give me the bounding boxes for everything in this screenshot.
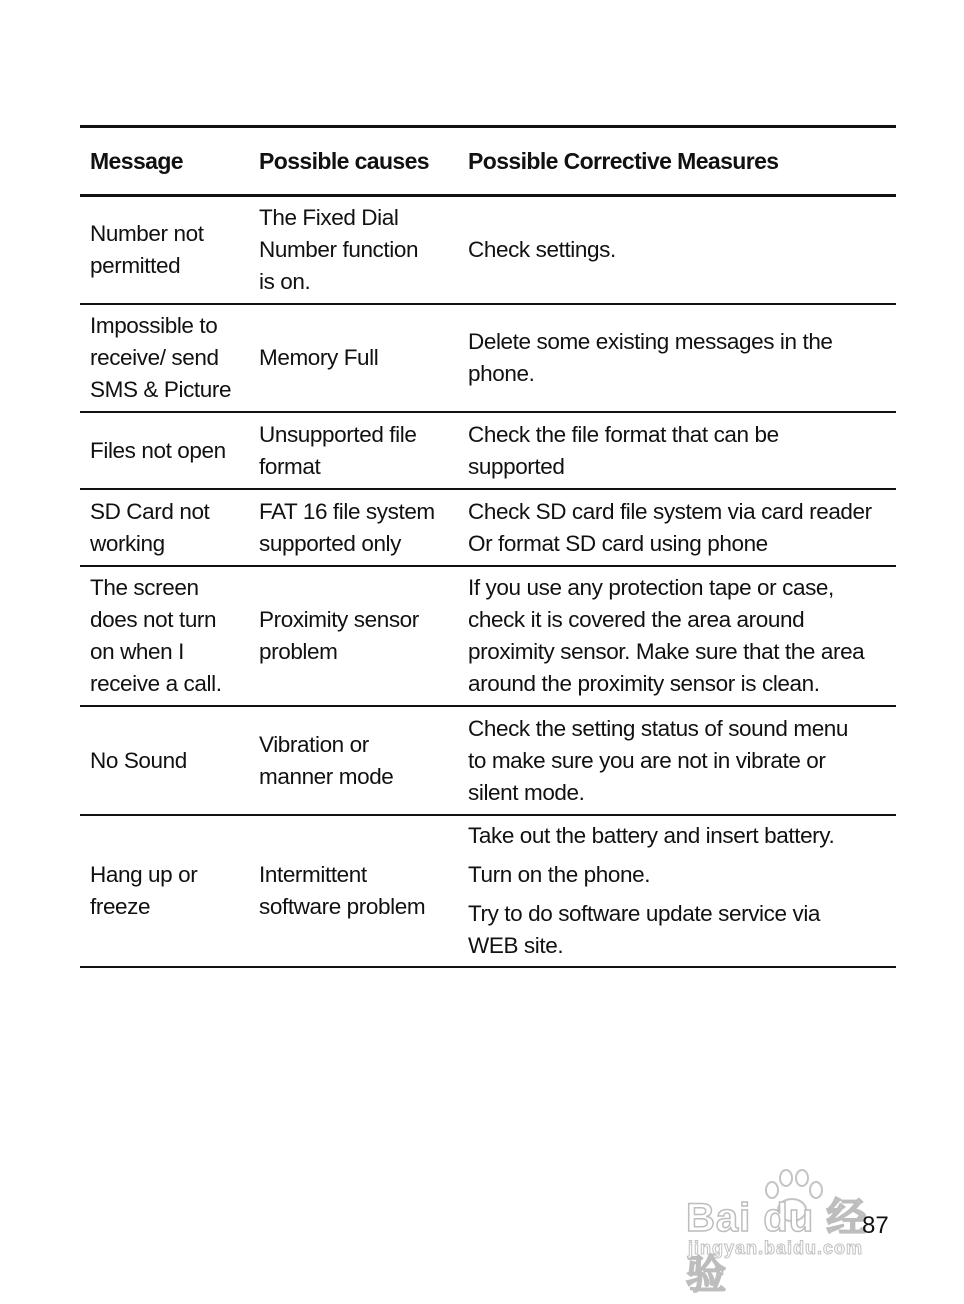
message-line: receive/ send xyxy=(90,345,219,370)
message-cell xyxy=(80,413,249,488)
message-cell xyxy=(80,816,249,966)
cause-cell xyxy=(249,816,458,966)
measure-line: silent mode. xyxy=(468,779,585,805)
cause-line: manner mode xyxy=(259,763,394,789)
cause-line: Intermittent xyxy=(259,862,367,887)
cause-line: Unsupported file xyxy=(259,421,417,447)
message-line: The screen xyxy=(90,575,199,600)
cause-cell xyxy=(249,413,458,488)
measure-cell xyxy=(458,816,896,966)
message-cell xyxy=(80,707,249,814)
cause-line: supported only xyxy=(259,530,402,556)
cause-line: FAT 16 file system xyxy=(259,498,435,524)
cause-cell xyxy=(249,707,458,814)
measure-line: Check the file format that can be xyxy=(468,421,779,447)
message-cell xyxy=(80,567,249,705)
table-header-row xyxy=(80,128,896,197)
cause-cell xyxy=(249,567,458,705)
header-possible-causes: Possible causes xyxy=(259,148,429,174)
cause-cell xyxy=(249,490,458,565)
measure-cell xyxy=(458,490,896,565)
measure-line: Turn on the phone. xyxy=(468,862,651,887)
cause-line: The Fixed Dial xyxy=(259,205,399,230)
message-line: Hang up or xyxy=(90,862,198,887)
message-cell xyxy=(80,305,249,411)
cause-line: Proximity sensor xyxy=(259,607,419,632)
measure-cell xyxy=(458,707,896,814)
measure-cell xyxy=(458,413,896,488)
page-number: 87 xyxy=(862,1212,889,1239)
measure-line: Take out the battery and insert battery. xyxy=(468,823,835,848)
message-line: receive a call. xyxy=(90,671,222,696)
cause-cell xyxy=(249,197,458,303)
message-line: SD Card not xyxy=(90,498,210,524)
message-line: Impossible to xyxy=(90,313,218,338)
cause-line: Number function xyxy=(259,237,419,262)
cause-line: format xyxy=(259,453,321,479)
measure-cell xyxy=(458,305,896,411)
troubleshooting-table xyxy=(80,125,896,968)
message-line: working xyxy=(90,530,165,556)
measure-line: Delete some existing messages in the xyxy=(468,329,833,354)
message-line: Number not xyxy=(90,221,204,246)
measure-line: Try to do software update service via xyxy=(468,901,821,926)
measure-line: phone. xyxy=(468,361,535,386)
measure-line: proximity sensor. Make sure that the area xyxy=(468,639,865,664)
cause-line: software problem xyxy=(259,894,426,919)
message-line: on when I xyxy=(90,639,184,664)
table-row xyxy=(80,707,896,816)
table-row xyxy=(80,197,896,305)
table-row xyxy=(80,413,896,490)
cause-line: problem xyxy=(259,639,338,664)
cause-line: is on. xyxy=(259,269,311,294)
cause-line: Vibration or xyxy=(259,731,369,757)
measure-line: WEB site. xyxy=(468,933,564,958)
message-line: freeze xyxy=(90,894,151,919)
measure-cell xyxy=(458,197,896,303)
measure-line: Check settings. xyxy=(468,237,616,262)
header-corrective-measures: Possible Corrective Measures xyxy=(468,148,779,174)
header-message: Message xyxy=(90,148,183,174)
measure-line: Or format SD card using phone xyxy=(468,530,768,556)
watermark-url: jingyan.baidu.com xyxy=(688,1238,864,1258)
measure-cell xyxy=(458,567,896,705)
cause-line: Memory Full xyxy=(259,345,379,370)
measure-line: If you use any protection tape or case, xyxy=(468,575,834,600)
measure-line: supported xyxy=(468,453,565,479)
measure-line: check it is covered the area around xyxy=(468,607,805,632)
message-line: does not turn xyxy=(90,607,217,632)
message-cell xyxy=(80,490,249,565)
message-cell xyxy=(80,197,249,303)
message-line: Files not open xyxy=(90,437,226,463)
table-row xyxy=(80,567,896,707)
measure-line: Check the setting status of sound menu xyxy=(468,715,849,741)
measure-line: to make sure you are not in vibrate or xyxy=(468,747,826,773)
measure-line: Check SD card file system via card reader xyxy=(468,498,872,524)
measure-line: around the proximity sensor is clean. xyxy=(468,671,820,696)
cause-cell xyxy=(249,305,458,411)
table-row xyxy=(80,816,896,966)
message-line: permitted xyxy=(90,253,181,278)
message-line: SMS & Picture xyxy=(90,377,232,402)
table-row xyxy=(80,490,896,567)
message-line: No Sound xyxy=(90,747,187,773)
watermark-logo-text: Bai du 经验 xyxy=(686,1196,868,1297)
table-row xyxy=(80,305,896,413)
